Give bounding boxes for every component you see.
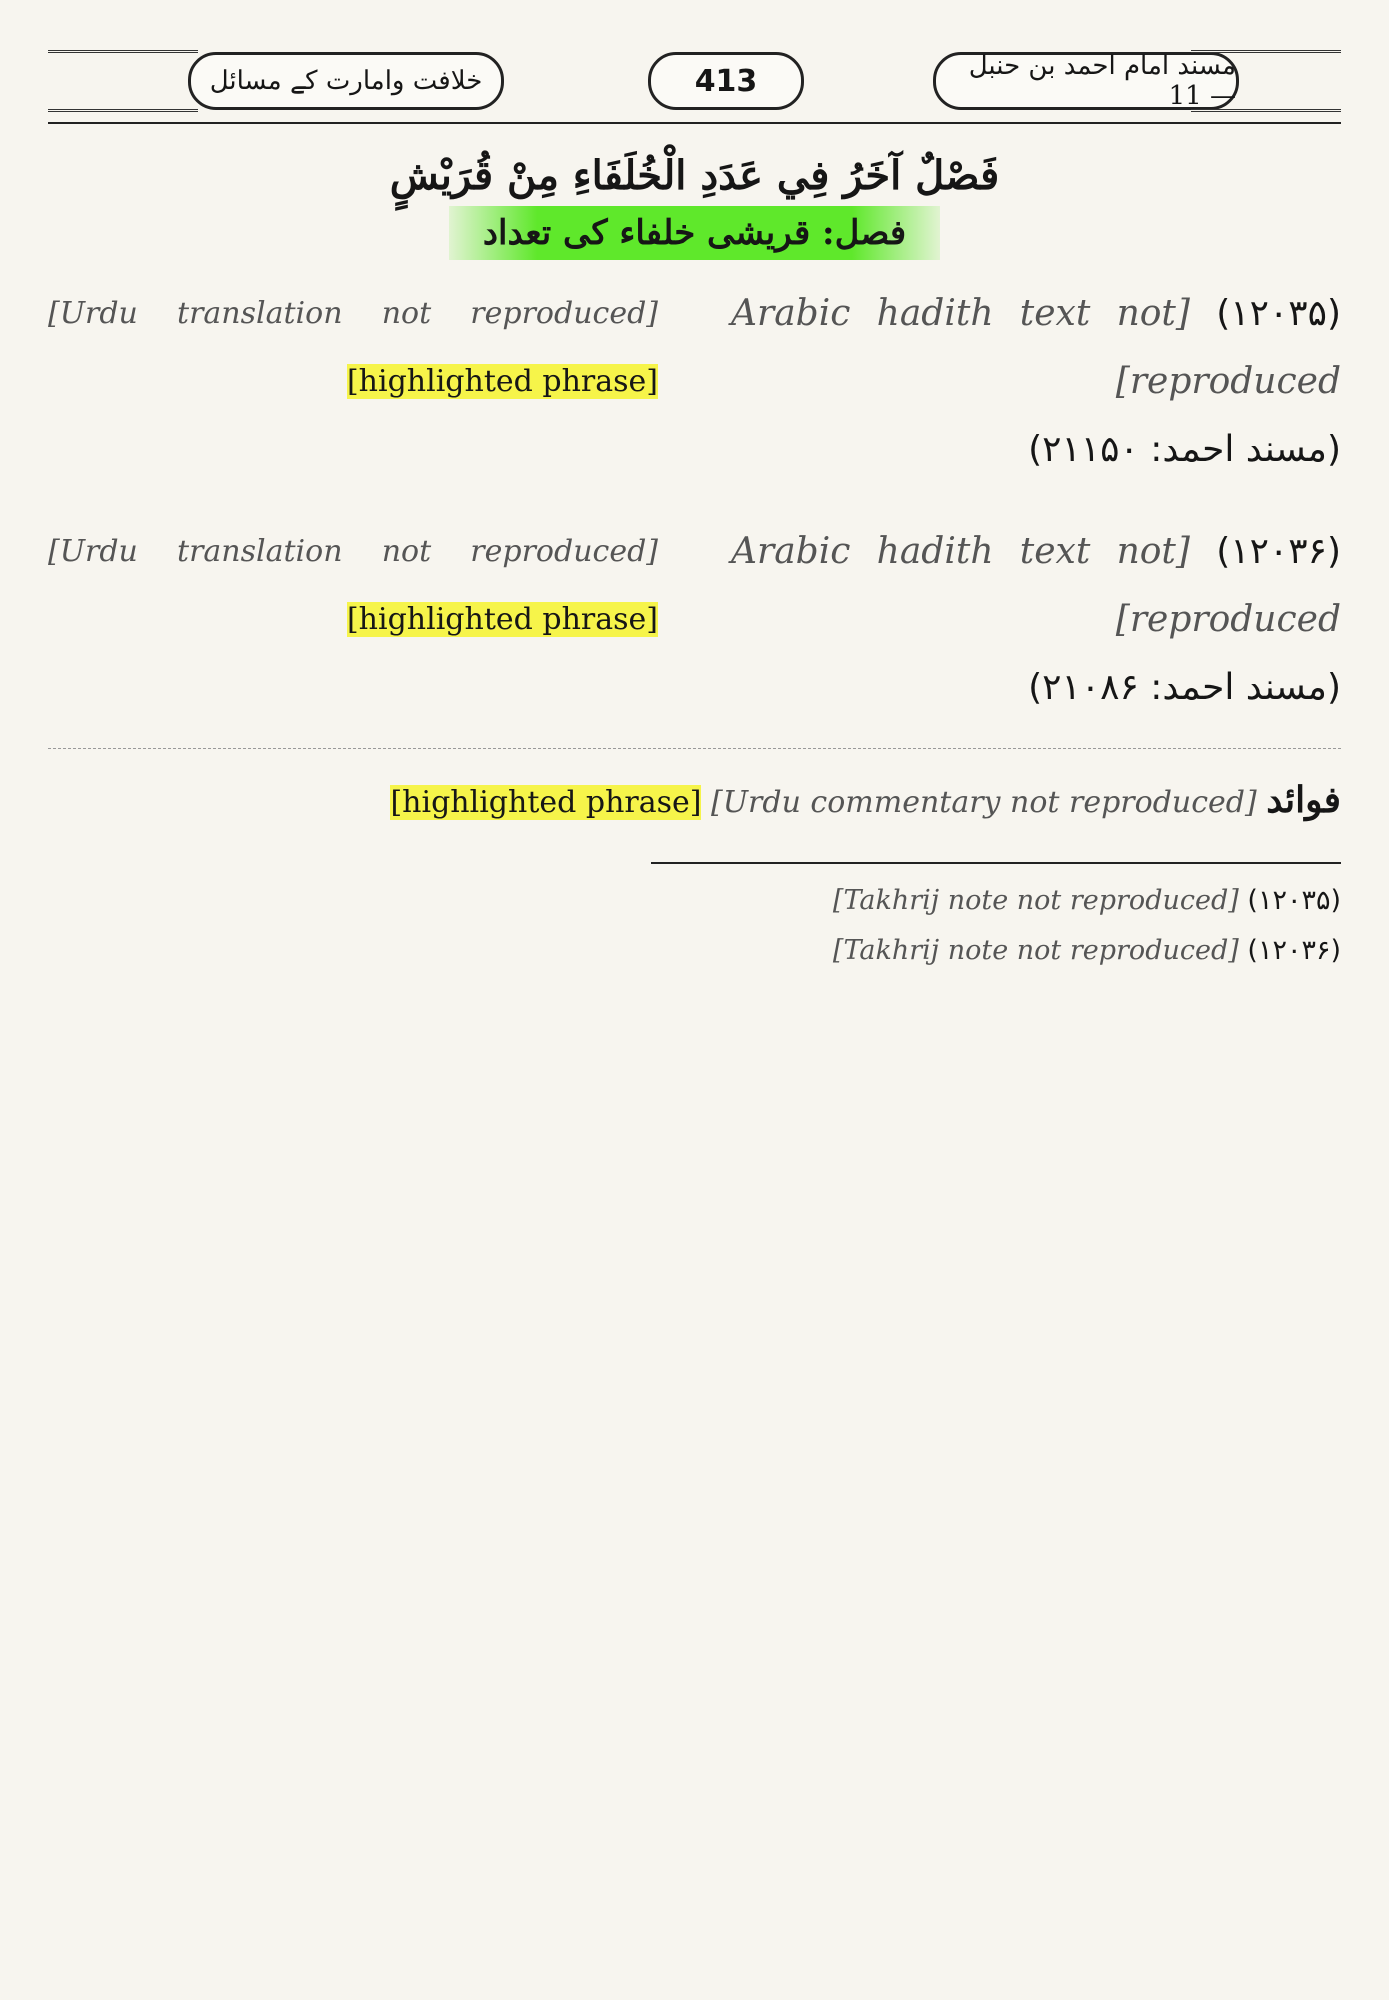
footnote — [48, 926, 1341, 976]
hadith-arabic — [731, 276, 1341, 484]
header-ornament-left — [48, 50, 198, 112]
hadith-block — [48, 514, 1341, 722]
footnote-text-placeholder: [Takhrij note not reproduced] — [832, 935, 1239, 966]
fawaid-commentary — [48, 767, 1341, 836]
hadith-reference: (مسند احمد: ۲۱۱۵۰) — [1028, 429, 1341, 470]
footnote-number: (۱۲۰۳۶) — [1247, 935, 1341, 966]
page-number: 413 — [648, 52, 804, 110]
footnote-number: (۱۲۰۳۵) — [1247, 885, 1341, 916]
arabic-text-placeholder: [Arabic hadith text not reproduced] — [731, 293, 1341, 402]
footnote — [48, 876, 1341, 926]
urdu-text-placeholder: [Urdu translation not reproduced] — [48, 296, 658, 331]
urdu-highlight: [highlighted phrase] — [346, 602, 658, 637]
section-divider — [48, 748, 1341, 749]
hadith-urdu — [48, 276, 658, 484]
section-title-arabic: فَصْلٌ آخَرُ فِي عَدَدِ الْخُلَفَاءِ مِنْ قُرَيْشٍ — [389, 152, 1000, 199]
fawaid-highlight: [highlighted phrase] — [390, 785, 702, 820]
book-title: مسند امام احمد بن حنبل — 11 — [933, 52, 1239, 110]
section-title-urdu: فصل: قریشی خلفاء کی تعداد — [449, 206, 940, 260]
hadith-urdu — [48, 514, 658, 722]
hadith-number: (۱۲۰۳۵) — [1216, 293, 1341, 334]
header-rule — [48, 122, 1341, 124]
header-ornament-right — [1191, 50, 1341, 112]
footnote-text-placeholder: [Takhrij note not reproduced] — [832, 885, 1239, 916]
arabic-text-placeholder: [Arabic hadith text not reproduced] — [731, 531, 1341, 640]
fawaid-label: فوائد — [1266, 779, 1341, 821]
urdu-text-placeholder: [Urdu translation not reproduced] — [48, 534, 658, 569]
chapter-name: خلافت وامارت کے مسائل — [188, 52, 504, 110]
footnote-rule — [651, 862, 1341, 864]
fawaid-text-placeholder: [Urdu commentary not reproduced] — [711, 785, 1257, 820]
hadith-arabic — [731, 514, 1341, 722]
hadith-block — [48, 276, 1341, 484]
page — [48, 36, 1341, 1966]
hadith-reference: (مسند احمد: ۲۱۰۸۶) — [1028, 667, 1341, 708]
running-header — [48, 36, 1341, 128]
footnotes — [48, 876, 1341, 976]
urdu-highlight: [highlighted phrase] — [346, 364, 658, 399]
hadith-number: (۱۲۰۳۶) — [1216, 531, 1341, 572]
